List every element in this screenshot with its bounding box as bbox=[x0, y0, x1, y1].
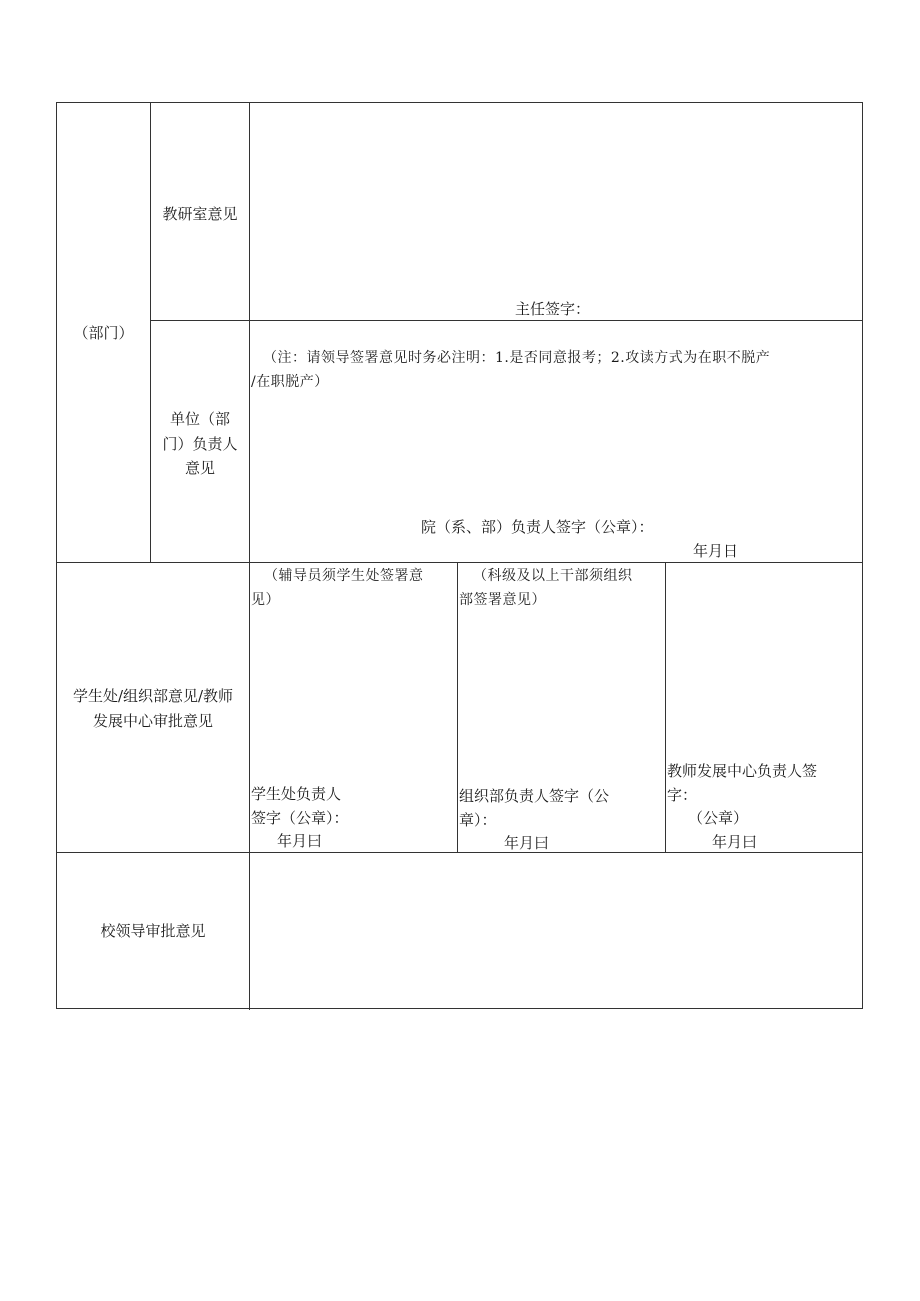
org-dept-signature-line1: 组织部负责人签字（公 bbox=[459, 787, 610, 805]
student-office-signature-line1: 学生处负责人 bbox=[251, 785, 342, 803]
application-form-table bbox=[56, 102, 863, 1009]
unit-head-note-line1: （注：请领导签署意见时务必注明：1.是否同意报考；2.攻读方式为在职不脱产 bbox=[263, 350, 771, 366]
director-signature: 主任签字： bbox=[515, 300, 591, 318]
school-leader-opinion-area[interactable] bbox=[250, 853, 863, 1009]
teacher-center-signature-line1: 教师发展中心负责人签 bbox=[667, 762, 818, 780]
teacher-center-seal: （公章） bbox=[688, 809, 749, 827]
unit-head-date: 年月日 bbox=[693, 542, 739, 560]
teaching-office-opinion-area[interactable] bbox=[250, 103, 863, 320]
student-office-date: 年月曰 bbox=[277, 832, 323, 850]
student-office-signature-line2: 签字（公章）： bbox=[251, 809, 349, 827]
unit-head-label-line1: 单位（部 bbox=[169, 410, 230, 428]
unit-head-label-line2: 门）负责人 bbox=[162, 435, 238, 453]
approval-section-label-line2: 发展中心审批意见 bbox=[92, 712, 213, 730]
student-office-note-line2: 见） bbox=[251, 592, 280, 608]
teacher-center-signature-line2: 字： bbox=[667, 786, 698, 804]
unit-head-signature: 院（系、部）负责人签字（公章）： bbox=[421, 518, 654, 536]
org-dept-signature-line2: 章）： bbox=[459, 811, 497, 829]
teaching-office-label: 教研室意见 bbox=[162, 205, 238, 223]
student-office-note-line1: （辅导员须学生处签署意 bbox=[264, 568, 424, 584]
teacher-center-date: 年月曰 bbox=[712, 833, 758, 851]
org-dept-date: 年月曰 bbox=[504, 834, 550, 852]
unit-head-note-line2: /在职脱产） bbox=[251, 374, 329, 390]
approval-section-label-line1: 学生处/组织部意见/教师 bbox=[72, 687, 234, 705]
school-leader-label: 校领导审批意见 bbox=[100, 922, 206, 940]
org-dept-note-line2: 部签署意见） bbox=[459, 592, 546, 608]
divider bbox=[150, 103, 151, 562]
unit-head-label-line3: 意见 bbox=[184, 459, 215, 477]
org-dept-note-line1: （科级及以上干部须组织 bbox=[473, 568, 633, 584]
department-label: （部门） bbox=[73, 324, 134, 342]
